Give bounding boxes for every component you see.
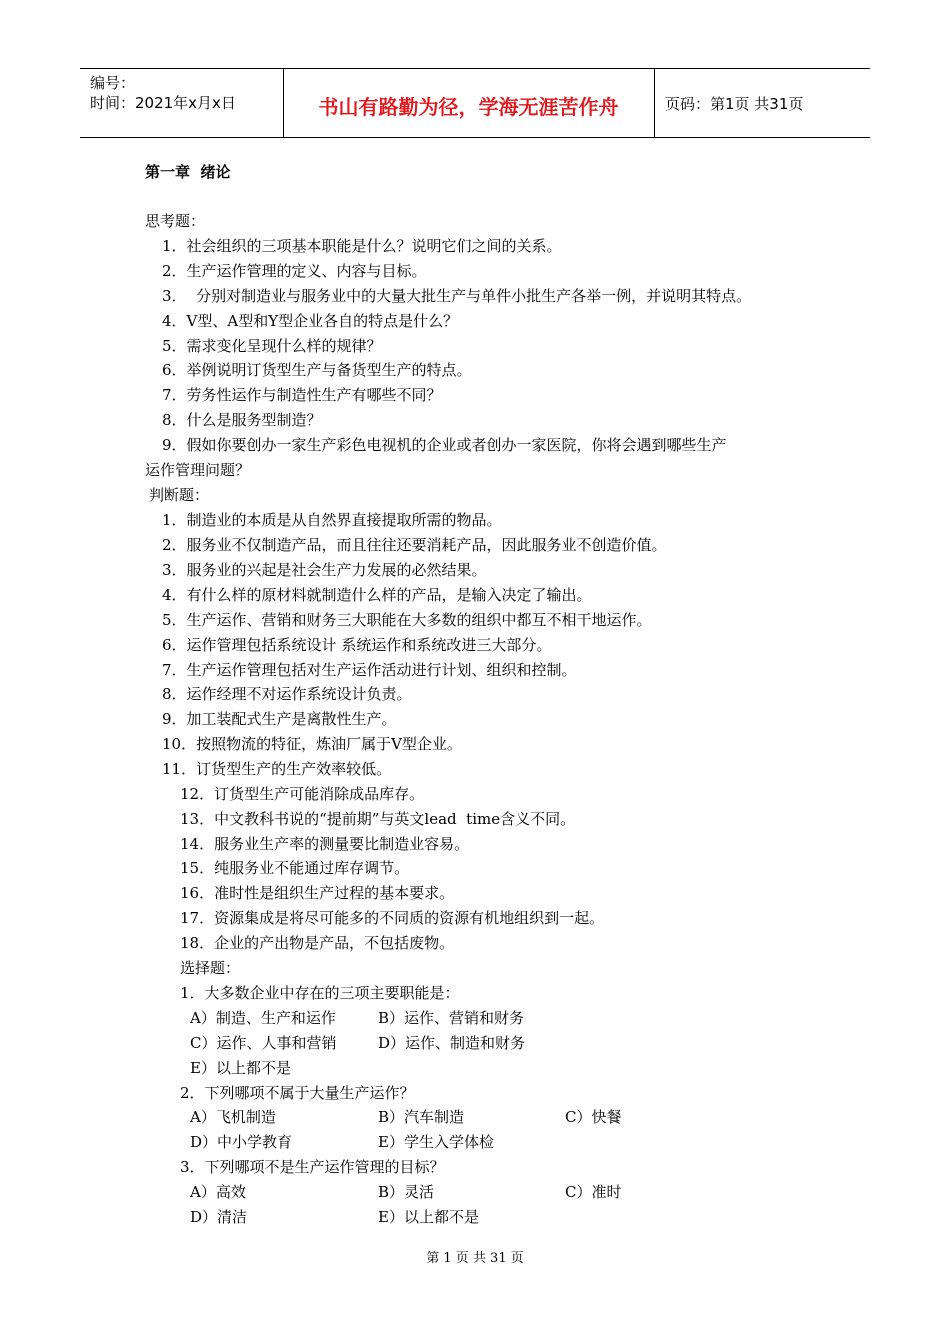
option: C）运作、人事和营销: [190, 1034, 337, 1052]
list-item: 5．需求变化呈现什么样的规律？: [162, 337, 382, 355]
option: A）飞机制造: [190, 1108, 276, 1126]
list-item: 18．企业的产出物是产品，不包括废物。: [180, 934, 455, 952]
list-item: 6．举例说明订货型生产与备货型生产的特点。: [162, 361, 472, 379]
option: E）学生入学体检: [378, 1133, 494, 1151]
option: D）中小学教育: [190, 1133, 293, 1151]
question-stem: 1．大多数企业中存在的三项主要职能是：: [180, 984, 460, 1002]
page-footer: 第 1 页 共 31 页: [426, 1251, 524, 1266]
list-item: 9．假如你要创办一家生产彩色电视机的企业或者创办一家医院，你将会遇到哪些生产: [162, 436, 727, 454]
header-meta: [90, 73, 236, 113]
option: A）制造、生产和运作: [190, 1009, 336, 1027]
list-item: 9．加工装配式生产是离散性生产。: [162, 710, 397, 728]
list-item: 7．劳务性运作与制造性生产有哪些不同？: [162, 386, 442, 404]
list-item: 2．生产运作管理的定义、内容与目标。: [162, 262, 427, 280]
list-item: 11．订货型生产的生产效率较低。: [162, 760, 392, 778]
option: E）以上都不是: [190, 1059, 291, 1077]
option: D）清洁: [190, 1208, 248, 1226]
list-item: 2．服务业不仅制造产品，而且往往还要消耗产品，因此服务业不创造价值。: [162, 536, 667, 554]
list-item: 12．订货型生产可能消除成品库存。: [180, 785, 425, 803]
number-label: 编号：: [90, 74, 136, 92]
option: C）快餐: [565, 1108, 622, 1126]
list-item: 10．按照物流的特征，炼油厂属于V型企业。: [162, 735, 462, 753]
question-stem: 2．下列哪项不属于大量生产运作？: [180, 1084, 415, 1102]
option: C）准时: [565, 1183, 622, 1201]
list-item: 15．纯服务业不能通过库存调节。: [180, 859, 410, 877]
list-item: 5．生产运作、营销和财务三大职能在大多数的组织中都互不相干地运作。: [162, 611, 652, 629]
list-item: 4．V型、A型和Y型企业各自的特点是什么？: [162, 312, 459, 330]
header-table: [80, 68, 870, 138]
list-item: 8．什么是服务型制造？: [162, 411, 322, 429]
list-item: 1．社会组织的三项基本职能是什么？说明它们之间的关系。: [162, 237, 562, 255]
list-item: 1．制造业的本质是从自然界直接提取所需的物品。: [162, 511, 502, 529]
list-item: 16．准时性是组织生产过程的基本要求。: [180, 884, 455, 902]
header-motto: 书山有路勤为径，学海无涯苦作舟: [318, 95, 619, 119]
option: B）运作、营销和财务: [378, 1009, 525, 1027]
list-item: 3． 分别对制造业与服务业中的大量大批生产与单件小批生产各举一例，并说明其特点。: [162, 287, 752, 305]
judgment-heading: 判断题：: [149, 486, 210, 504]
header-page-info: 页码：第1页 共31页: [665, 95, 804, 113]
choice-heading: 选择题：: [180, 959, 241, 977]
thinking-heading: 思考题：: [145, 212, 206, 230]
time-label: 时间：2021年x月x日: [90, 94, 236, 112]
option: B）灵活: [378, 1183, 435, 1201]
list-item: 13．中文教科书说的“提前期”与英文lead time含义不同。: [180, 810, 576, 828]
list-item: 4．有什么样的原材料就制造什么样的产品，是输入决定了输出。: [162, 586, 592, 604]
list-item: 7．生产运作管理包括对生产运作活动进行计划、组织和控制。: [162, 661, 577, 679]
question-stem: 3．下列哪项不是生产运作管理的目标？: [180, 1158, 445, 1176]
header-divider: [654, 69, 655, 137]
option: E）以上都不是: [378, 1208, 479, 1226]
option: D）运作、制造和财务: [378, 1034, 526, 1052]
list-item-continuation: 运作管理问题？: [145, 461, 251, 479]
option: B）汽车制造: [378, 1108, 465, 1126]
list-item: 3．服务业的兴起是社会生产力发展的必然结果。: [162, 561, 487, 579]
list-item: 14．服务业生产率的测量要比制造业容易。: [180, 835, 470, 853]
option: A）高效: [190, 1183, 246, 1201]
list-item: 17．资源集成是将尽可能多的不同质的资源有机地组织到一起。: [180, 909, 605, 927]
chapter-title: 第一章 绪论: [145, 163, 231, 181]
list-item: 8．运作经理不对运作系统设计负责。: [162, 685, 412, 703]
list-item: 6．运作管理包括系统设计 系统运作和系统改进三大部分。: [162, 636, 552, 654]
